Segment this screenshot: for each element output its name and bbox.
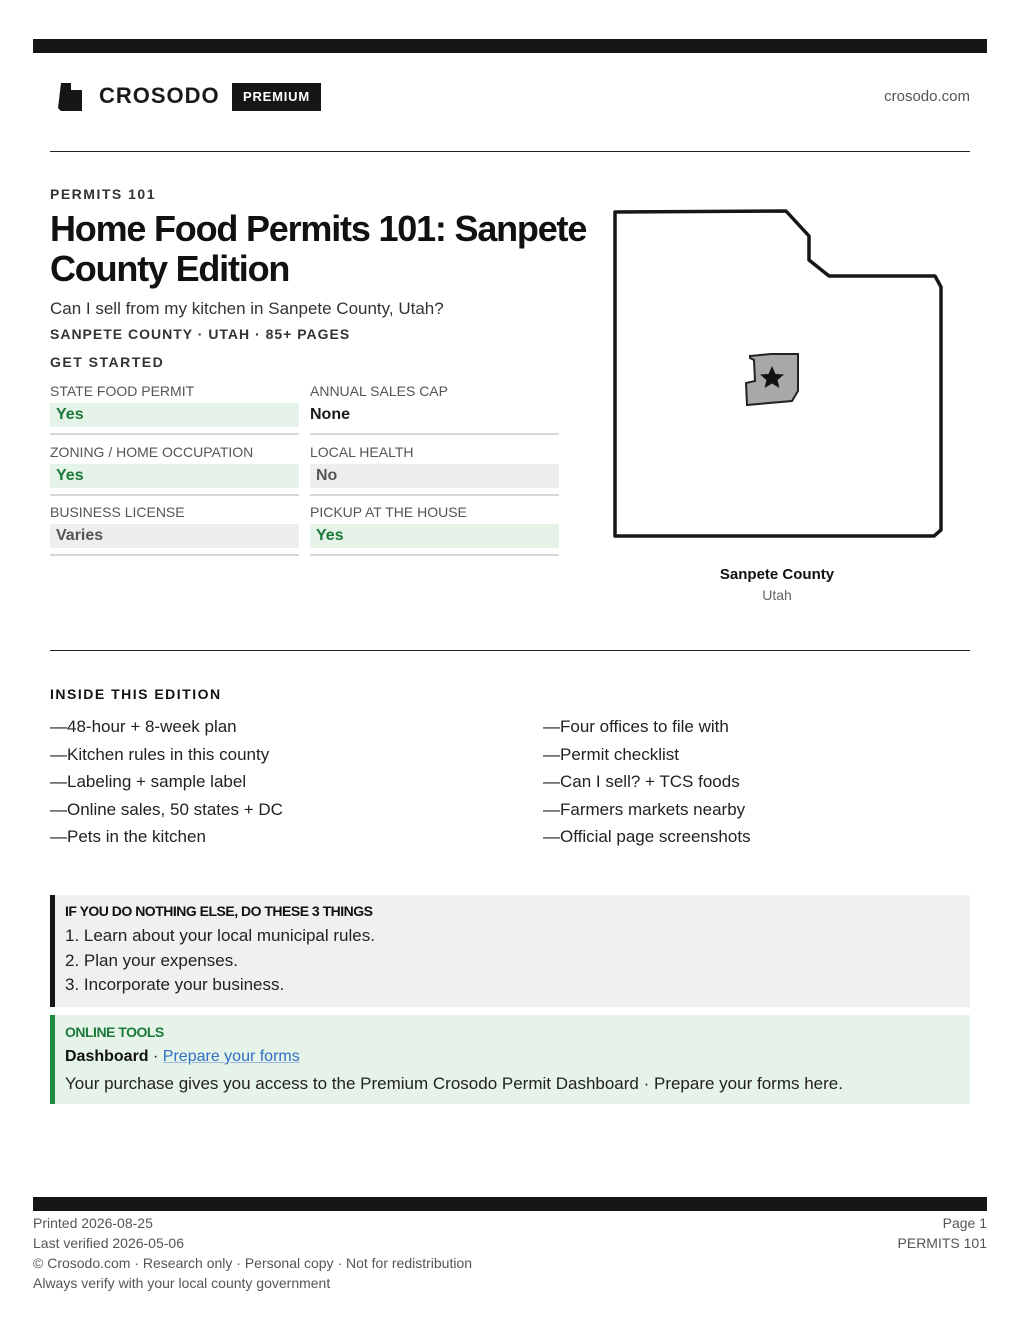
fact-annual-sales-cap bbox=[310, 381, 559, 435]
online-tools-callout bbox=[50, 1015, 970, 1104]
get-started-label: GET STARTED bbox=[50, 354, 165, 370]
toc-item: —Labeling + sample label bbox=[50, 772, 247, 791]
premium-badge: PREMIUM bbox=[232, 83, 321, 111]
tools-description: Your purchase gives you access to the Premium Crosodo Permit Dashboard · Prepare your forms here. bbox=[65, 1074, 843, 1093]
callout-list bbox=[65, 924, 375, 998]
toc-item: —Kitchen rules in this county bbox=[50, 744, 270, 764]
fact-label: ANNUAL SALES CAP bbox=[310, 383, 448, 399]
toc-item: —Official page screenshots bbox=[543, 827, 751, 846]
prepare-forms-link[interactable]: Prepare your forms bbox=[162, 1048, 300, 1065]
toc-item: —Online sales, 50 states + DC bbox=[50, 799, 283, 819]
printed-date: Printed 2026-08-25 bbox=[33, 1215, 153, 1231]
fact-label: LOCAL HEALTH bbox=[310, 444, 414, 460]
page-number: Page 1 bbox=[942, 1215, 987, 1231]
toc-right-column bbox=[543, 713, 751, 851]
fact-local-health bbox=[310, 442, 559, 496]
callout-item: 3. Incorporate your business. bbox=[65, 975, 285, 994]
tools-heading: ONLINE TOOLS bbox=[65, 1024, 164, 1040]
fact-label: BUSINESS LICENSE bbox=[50, 504, 185, 520]
fact-value: None bbox=[310, 406, 350, 423]
header bbox=[50, 78, 970, 116]
permit-facts-grid bbox=[50, 381, 559, 561]
toc-item: —Pets in the kitchen bbox=[50, 827, 206, 846]
fact-zoning bbox=[50, 442, 299, 496]
county-map bbox=[612, 208, 944, 547]
footer-left bbox=[33, 1213, 472, 1293]
kicker: PERMITS 101 bbox=[50, 186, 156, 202]
copyright: © Crosodo.com · Research only · Personal copy · Not for redistribution bbox=[33, 1255, 473, 1271]
inside-edition-label: INSIDE THIS EDITION bbox=[50, 686, 222, 702]
tools-links bbox=[65, 1048, 300, 1066]
toc-item: —Farmers markets nearby bbox=[543, 799, 746, 819]
header-divider bbox=[50, 151, 970, 152]
toc-left-column bbox=[50, 713, 283, 851]
subtitle: Can I sell from my kitchen in Sanpete County, Utah? bbox=[50, 299, 444, 318]
toc-item: —48-hour + 8-week plan bbox=[50, 717, 237, 736]
fact-label: STATE FOOD PERMIT bbox=[50, 383, 195, 399]
section-divider bbox=[50, 650, 970, 651]
page-title: Home Food Permits 101: Sanpete County Edition bbox=[50, 208, 587, 289]
fact-value: Yes bbox=[310, 524, 559, 548]
bottom-bar bbox=[33, 1197, 987, 1211]
disclaimer: Always verify with your local county government bbox=[33, 1275, 331, 1291]
callout-item: 2. Plan your expenses. bbox=[65, 950, 238, 970]
toc-item: —Can I sell? + TCS foods bbox=[543, 772, 740, 791]
callout-item: 1. Learn about your local municipal rules. bbox=[65, 926, 375, 945]
verified-date: Last verified 2026-05-06 bbox=[33, 1235, 184, 1251]
top-bar bbox=[33, 39, 987, 53]
fact-pickup bbox=[310, 502, 559, 556]
fact-label: PICKUP AT THE HOUSE bbox=[310, 504, 467, 520]
fact-value: Yes bbox=[50, 403, 299, 427]
map-state-label: Utah bbox=[762, 587, 792, 603]
brand-name[interactable]: CROSODO bbox=[99, 83, 220, 108]
utah-logo-icon bbox=[58, 80, 84, 119]
fact-value: Yes bbox=[50, 464, 299, 488]
map-county-label: Sanpete County bbox=[719, 566, 835, 583]
edition-meta: SANPETE COUNTY · UTAH · 85+ PAGES bbox=[50, 326, 351, 342]
fact-state-food-permit bbox=[50, 381, 299, 435]
footer-section: PERMITS 101 bbox=[897, 1235, 987, 1251]
site-url[interactable]: crosodo.com bbox=[884, 88, 970, 105]
three-things-callout bbox=[50, 895, 970, 1007]
fact-business-license bbox=[50, 502, 299, 556]
footer-right bbox=[898, 1213, 987, 1253]
toc-item: —Permit checklist bbox=[543, 744, 680, 764]
dashboard-link[interactable]: Dashboard bbox=[65, 1048, 149, 1065]
fact-label: ZONING / HOME OCCUPATION bbox=[50, 444, 254, 460]
fact-value: No bbox=[310, 464, 559, 488]
fact-value: Varies bbox=[50, 524, 299, 548]
separator: · bbox=[148, 1048, 163, 1065]
callout-heading: IF YOU DO NOTHING ELSE, DO THESE 3 THINGS bbox=[65, 903, 373, 919]
toc-item: —Four offices to file with bbox=[543, 717, 729, 736]
